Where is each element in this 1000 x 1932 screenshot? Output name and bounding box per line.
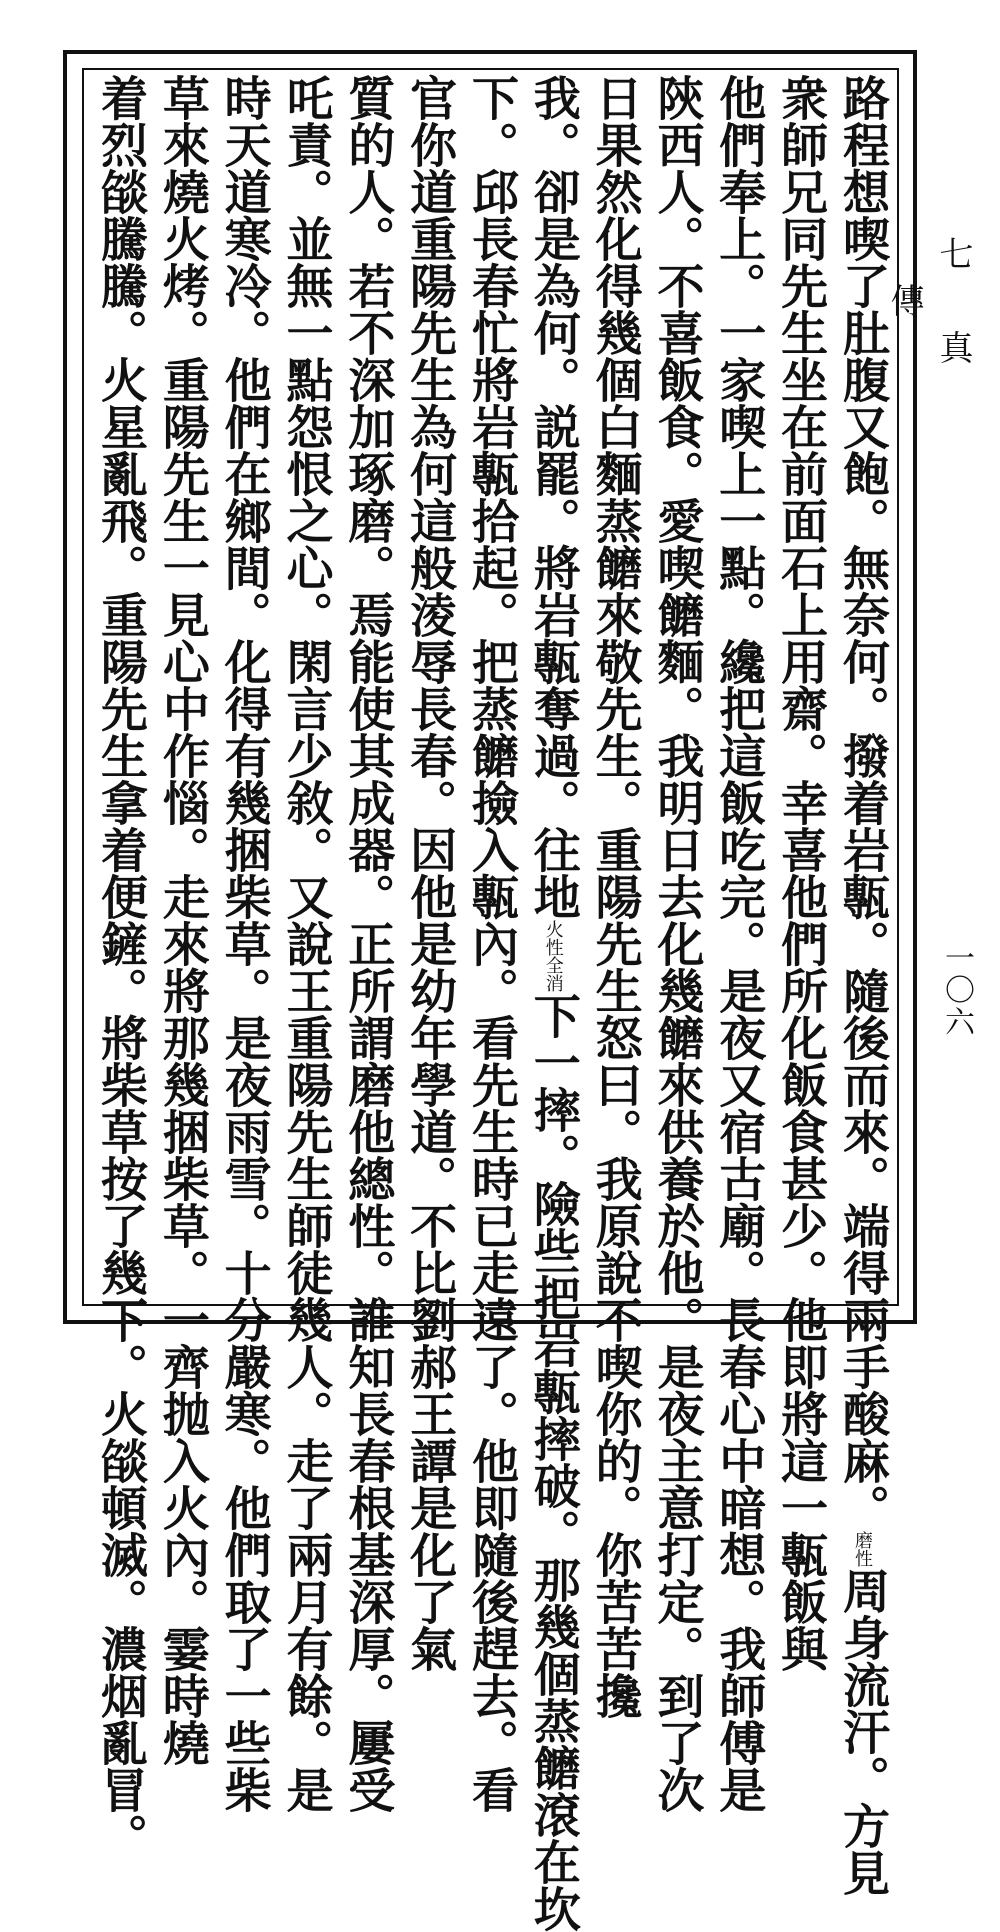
text-column <box>525 74 581 1932</box>
text-column: 下。邱長春忙將岩甎拾起。把蒸饝撿入甎內。看先生時已走遠了。他即隨後趕去。看 <box>463 74 519 1813</box>
column-text: 路程想喫了肚腹又飽。無奈何。撥着岩甎。隨後而來。端得兩手酸麻。 <box>834 74 890 1531</box>
text-column: 質的人。若不深加琢磨。焉能使其成器。正所謂磨他總性。誰知長春根基深厚。屢受 <box>340 74 396 1813</box>
text-column: 草來燒火烤。重陽先生一見心中作惱。走來將那幾捆柴草。一齊抛入火內。霎時燒 <box>154 74 210 1766</box>
text-column: 陝西人。不喜飯食。愛喫饝麵。我明日去化幾饝來供養於他。是夜主意打定。到了次 <box>649 74 705 1813</box>
book-title: 七真傳 <box>884 236 973 424</box>
text-column: 時天道寒冷。他們在鄉間。化得有幾捆柴草。是夜雨雪。十分嚴寒。他們取了一些柴 <box>216 74 272 1813</box>
column-text: 我。卻是為何。説罷。將岩甎奪過。往地 <box>525 74 581 920</box>
text-column: 日果然化得幾個白麵蒸饝來敬先生。重陽先生怒曰。我原說不喫你的。你苦苦攙 <box>587 74 643 1719</box>
column-text: 周身流汗。方見 <box>834 1567 890 1896</box>
text-column: 衆師兄同先生坐在前面石上用齋。幸喜他們所化飯食甚少。他即將這一甎飯與 <box>773 74 829 1672</box>
page-number: 一〇六 <box>939 942 974 1038</box>
inline-annotation: 火性全消 <box>542 920 564 992</box>
inline-annotation: 磨性 <box>851 1531 873 1567</box>
text-column: 吒責。並無一點怨恨之心。閑言少敘。又說王重陽先生師徒幾人。走了兩月有餘。是 <box>278 74 334 1813</box>
column-text: 下一摔。險些把岩甎摔破。那幾個蒸饝滾在坎 <box>525 992 581 1932</box>
text-column: 官你道重陽先生為何這般淩辱長春。因他是幼年學道。不比劉郝王譚是化了氣 <box>402 74 458 1672</box>
main-text-block <box>92 74 890 1932</box>
text-column: 着烈燄騰騰。火星亂飛。重陽先生拿着便鏟。將柴草按了幾下。火燄頓滅。濃烟亂冒。 <box>93 74 148 1860</box>
text-column: 他們奉上。一家喫上一點。纔把這飯吃完。是夜又宿古廟。長春心中暗想。我師傅是 <box>711 74 767 1813</box>
text-column <box>834 74 890 1896</box>
